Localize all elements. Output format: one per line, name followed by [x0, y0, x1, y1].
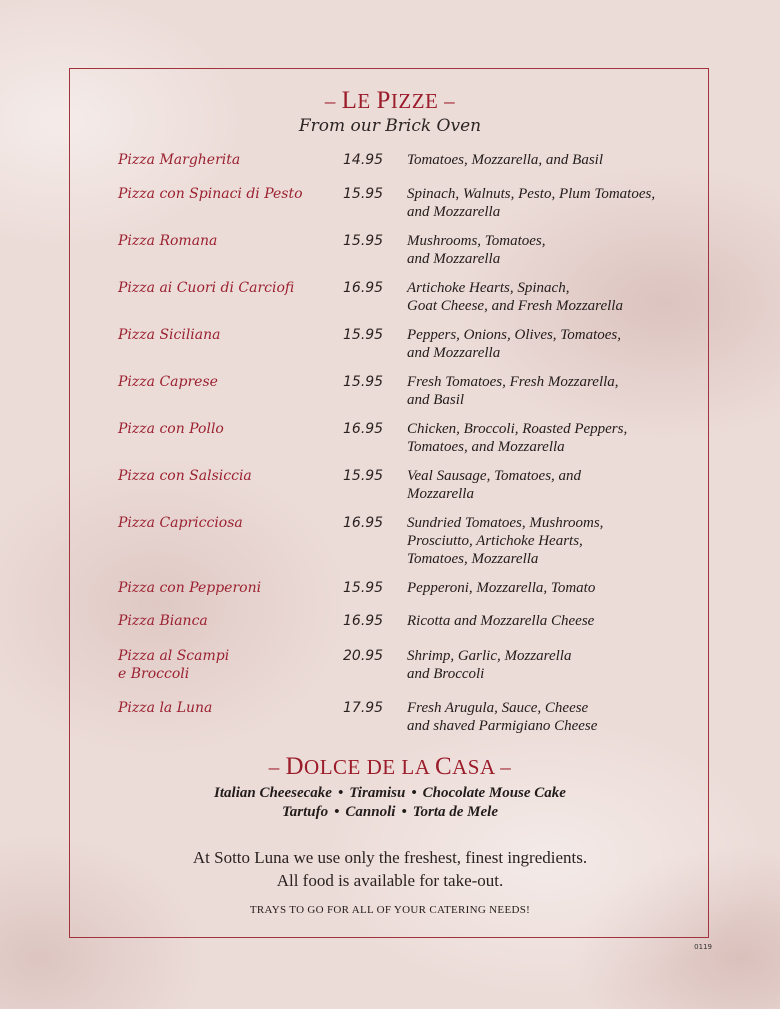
item-name: Pizza con Pollo [118, 421, 224, 437]
item-description: Sundried Tomatoes, Mushrooms, Prosciutto, Artichoke Hearts, Tomatoes, Mozzarella [407, 515, 604, 567]
menu-item [0, 514, 780, 567]
document-code: 0119 [694, 943, 712, 951]
menu-item [0, 232, 780, 272]
menu-item [0, 420, 780, 460]
bullet-separator: • [337, 785, 344, 801]
menu-item [0, 467, 780, 507]
item-description: Fresh Tomatoes, Fresh Mozzarella, and Basil [407, 374, 619, 408]
item-price: 17.95 [343, 700, 384, 716]
item-description: Spinach, Walnuts, Pesto, Plum Tomatoes, and Mozzarella [407, 186, 656, 220]
catering-note: TRAYS TO GO FOR ALL OF YOUR CATERING NEEDS! [249, 904, 531, 916]
menu-item [0, 647, 780, 687]
item-price: 16.95 [343, 280, 384, 296]
item-name: Pizza la Luna [118, 700, 213, 716]
item-description: Pepperoni, Mozzarella, Tomato [407, 580, 596, 596]
dessert-item: Tiramisu [349, 785, 406, 801]
dessert-section-title: – DOLCE DE LA CASA – [268, 753, 512, 780]
item-price: 15.95 [343, 374, 384, 390]
item-name: Pizza con Pepperoni [118, 580, 262, 596]
item-description: Veal Sausage, Tomatoes, and Mozzarella [407, 468, 582, 502]
dessert-item: Tartufo [282, 804, 329, 820]
menu-item [0, 279, 780, 319]
item-description: Artichoke Hearts, Spinach, Goat Cheese, and Fresh Mozzarella [407, 280, 623, 314]
freshness-note: At Sotto Luna we use only the freshest, finest ingredients. [192, 848, 588, 867]
menu-item [0, 185, 780, 225]
bullet-separator: • [334, 804, 340, 820]
item-name: Pizza con Salsiccia [118, 468, 252, 484]
menu-item [0, 326, 780, 366]
pizza-section-title: – LE PIZZE – [324, 87, 456, 114]
item-price: 16.95 [343, 613, 384, 629]
item-price: 16.95 [343, 421, 384, 437]
item-price: 15.95 [343, 468, 384, 484]
dessert-item: Italian Cheesecake [214, 785, 332, 801]
item-name: Pizza Margherita [118, 152, 241, 168]
item-price: 16.95 [343, 515, 384, 531]
item-name: Pizza Bianca [118, 613, 208, 629]
dessert-item: Cannoli [345, 804, 396, 820]
item-price: 15.95 [343, 233, 384, 249]
item-price: 15.95 [343, 327, 384, 343]
item-description: Tomatoes, Mozzarella, and Basil [407, 152, 603, 168]
dessert-item: Torta de Mele [412, 804, 498, 820]
item-description: Chicken, Broccoli, Roasted Peppers, Tomatoes, and Mozzarella [407, 421, 628, 455]
item-name: Pizza ai Cuori di Carciofi [118, 280, 295, 296]
pizza-section-subtitle: From our Brick Oven [298, 116, 482, 136]
menu-item [0, 373, 780, 413]
item-price: 15.95 [343, 186, 384, 202]
item-price: 15.95 [343, 580, 384, 596]
item-price: 20.95 [343, 648, 384, 664]
item-description: Peppers, Onions, Olives, Tomatoes, and Mozzarella [407, 327, 622, 361]
dessert-item: Chocolate Mouse Cake [422, 785, 566, 801]
menu-item [0, 612, 780, 652]
item-name: Pizza Capricciosa [118, 515, 243, 531]
item-description: Fresh Arugula, Sauce, Cheese and shaved Parmigiano Cheese [407, 700, 598, 734]
menu-item [0, 699, 780, 739]
item-description: Shrimp, Garlic, Mozzarella and Broccoli [407, 648, 572, 682]
dessert-list-line-1 [0, 785, 780, 802]
takeout-note: All food is available for take-out. [276, 871, 504, 890]
item-name: Pizza Caprese [118, 374, 218, 390]
bullet-separator: • [401, 804, 407, 820]
item-price: 14.95 [343, 152, 384, 168]
bullet-separator: • [411, 785, 417, 801]
item-description: Mushrooms, Tomatoes, and Mozzarella [407, 233, 546, 267]
item-name: Pizza con Spinaci di Pesto [118, 186, 303, 202]
item-name: Pizza Siciliana [118, 327, 221, 343]
item-name: Pizza al Scampi e Broccoli [118, 648, 230, 682]
item-description: Ricotta and Mozzarella Cheese [407, 613, 595, 629]
dessert-list-line-2 [0, 804, 780, 821]
item-name: Pizza Romana [118, 233, 218, 249]
